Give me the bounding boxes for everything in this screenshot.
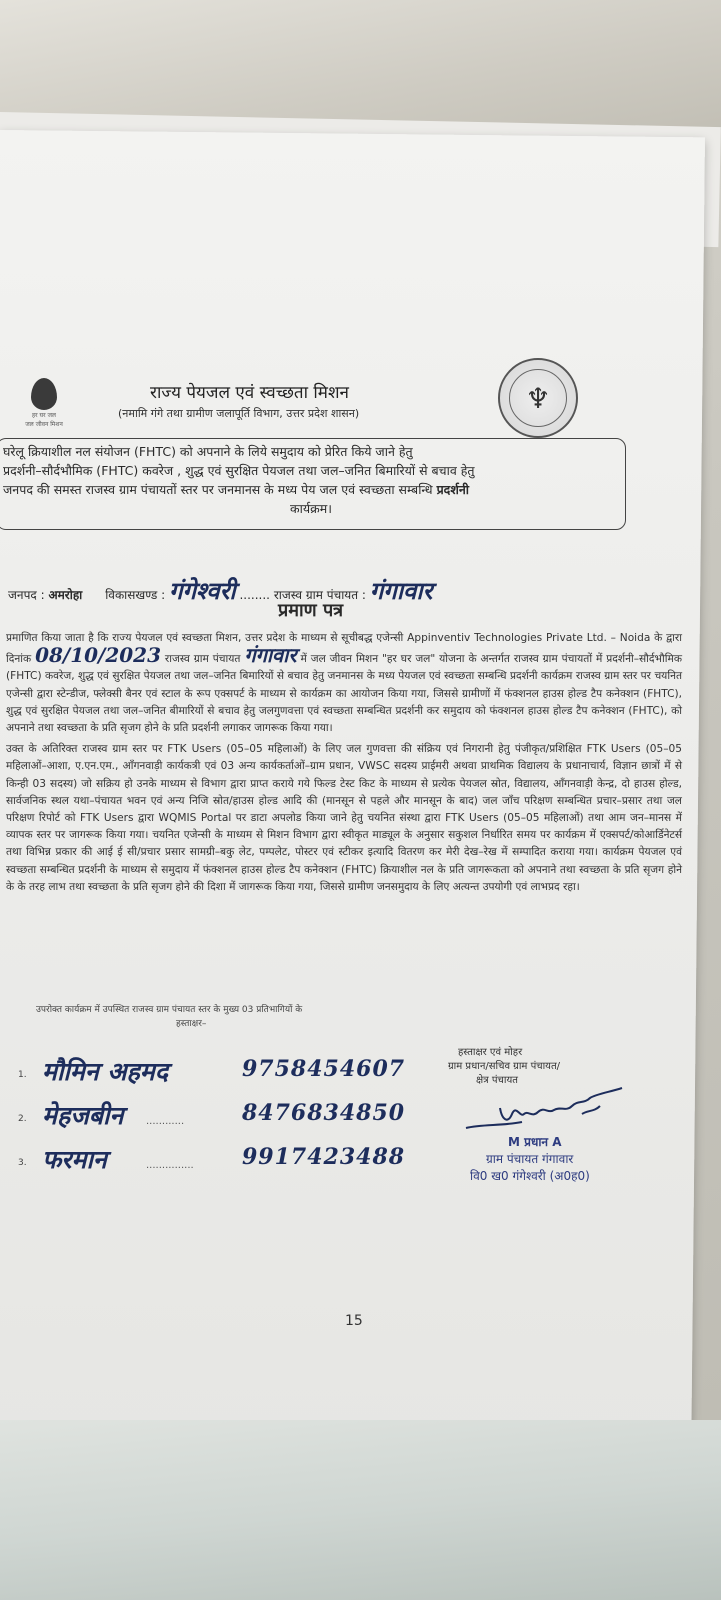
village-name: गंगावार — [244, 643, 297, 668]
dotted-line: ............ — [146, 1116, 185, 1127]
participant-number: 2. — [18, 1114, 27, 1124]
paragraph-1-part-b: राजस्व ग्राम पंचायत — [164, 653, 241, 666]
mission-subtitle: (नमामि गंगे तथा ग्रामीण जलापूर्ति विभाग, उत्तर प्रदेश शासन) — [118, 407, 360, 420]
signatory-line-2: ग्राम प्रधान/सचिव ग्राम पंचायत/ — [448, 1061, 561, 1072]
participant-number: 3. — [18, 1158, 27, 1168]
pradhan-stamp — [470, 1134, 660, 1185]
participant-phone: 9758454607 — [242, 1056, 406, 1082]
participant-phone: 9917423488 — [242, 1144, 406, 1170]
mission-title: राज्य पेयजल एवं स्वच्छता मिशन — [150, 383, 349, 403]
certificate-body — [6, 630, 682, 900]
participants-intro: उपरोक्त कार्यक्रम में उपस्थित राजस्व ग्राम पंचायत स्तर के मुख्य 03 प्रतिभागियों के — [36, 1005, 303, 1015]
participants-intro-2: हस्ताक्षर– — [176, 1019, 207, 1029]
banner-line-4: कार्यक्रम। — [290, 501, 332, 516]
banner-line-3 — [3, 480, 619, 499]
pradhan-signature — [462, 1084, 632, 1140]
stamp-line-3: वि0 ख0 गंगेश्वरी (अ0ह0) — [470, 1169, 590, 1183]
logo-caption-2: जल जीवन मिशन — [25, 421, 63, 428]
dotted-line: ............... — [146, 1160, 194, 1171]
program-date: 08/10/2023 — [35, 643, 161, 668]
signatory-caption — [448, 1046, 648, 1088]
panchayat-value: गंगावार — [369, 576, 433, 605]
participant-row — [18, 1050, 438, 1094]
paragraph-2: उक्त के अतिरिक्त राजस्व ग्राम स्तर पर FTK Users (05–05 महिलाओं) के लिए जल गुणवत्ता की संक्रिय एवं निगरानी हेतु पंजीकृत/प्रशिक्षित FTK Users (05–05 महिलाओं–आशा, ए.एन.एम., आँगनवाड़ी कार्यकत्री एवं 03 अन्य कार्यकर्ताओं–ग्राम प्रधान, VWSC सदस्य प्राईमरी अथवा प्राथमिक विद्यालय के प्रधानाचार्य, विज्ञान छात्रों में से किन्ही 03 सदस्य) जो सक्रिय हो उनके माध्यम से विभाग द्वारा प्राप्त कराये गये फिल्ड टेस्ट किट के माध्यम से प्रत्येक पेयजल स्रोत, विद्यालय, आँगनवाड़ी केन्द्र, दो हाउस होल्ड, सार्वजनिक स्थल यथा–पंचायत भवन एवं अन्य निजि स्रोत/हाउस होल्ड आदि की (मानसून से पहले और मानसून के बाद) जल जाँच परिक्षण सम्बन्धित प्रचार–प्रसार तथा जल परिक्षण रिपोर्ट को FTK Users द्वारा WQMIS Portal पर डाटा अपलोड किया जाने हेतु चयनित संस्था द्वारा FTK Users (05–05 महिलाओं) तथा आम जन–मानस में व्यापक स्तर पर जागरूक किया गया। चयनित एजेन्सी के माध्यम से मिशन विभाग द्वारा स्वीकृत माड्यूल के अनुसार सकुशल निर्धारित समय पर कार्यक्रम में एक्सपर्ट/कोआर्डिनेटर्स तथा विभिन्न प्रकार की आई ई सी/प्रचार प्रसार सामग्री–बकु लेट, पम्पलेट, पोस्टर एवं स्टीकर इत्यादि वितरण कर मेरी देख–रेख में सम्पादित कराया गया। कार्यक्रम पेयजल एवं स्वच्छता सम्बन्धित प्रदर्शनी के माध्यम से समुदाय में फंक्शनल हाउस होल्ड टैप कनेक्शन (FHTC) क्रियाशील नल के प्रति जागरूकता को अपनाने तथा स्वच्छता के प्रति सृजग होने के के तरह लाभ तथा स्वच्छता के प्रति सृजग होने की दिशा में जागरूक किया गया, जिससे ग्रामीण जनसमुदाय के लिए अत्यन्त उपयोगी एवं लाभप्रद रहा। — [6, 743, 682, 893]
participant-number: 1. — [18, 1070, 27, 1080]
participant-row — [18, 1138, 438, 1182]
signatory-line-1: हस्ताक्षर एवं मोहर — [458, 1047, 523, 1058]
district-label: जनपद : — [8, 588, 45, 602]
participant-name: फरमान — [42, 1145, 107, 1174]
banner-line-3-bold: प्रदर्शनी — [436, 482, 469, 497]
emblem-icon: ♆ — [509, 369, 567, 427]
banner-line-3-text: जनपद की समस्त राजस्व ग्राम पंचायतों स्तर पर जनमानस के मध्य पेय जल एवं स्वच्छता सम्बन्धि — [3, 482, 433, 497]
up-government-emblem — [498, 358, 578, 438]
banner-line-2: प्रदर्शनी–सौर्दभौमिक (FHTC) कवरेज , शुद्ध एवं सुरक्षित पेयजल तथा जल–जनित बिमारियों से बचाव हेतु — [3, 463, 475, 478]
background-sheet-bottom — [0, 1420, 721, 1600]
signatory-line-3: क्षेत्र पंचायत — [476, 1075, 518, 1086]
background-surface — [0, 0, 721, 130]
participant-phone: 8476834850 — [242, 1100, 406, 1126]
participant-name: मौमिन अहमद — [42, 1057, 169, 1086]
participants-list — [18, 1050, 438, 1182]
paragraph-1 — [6, 630, 682, 737]
water-drop-icon — [31, 378, 57, 410]
certificate-title: प्रमाण पत्र — [278, 600, 344, 621]
block-underline: ........ — [239, 588, 270, 602]
program-banner — [0, 438, 626, 530]
paragraph-1-part-c: में जल जीवन मिशन "हर घर जल" योजना के अन्तर्गत राजस्व ग्राम पंचायतों में प्रदर्शनी–सौर्दभौमिक (FHTC) कवरेज, शुद्ध एवं सुरक्षित पेयजल तथा जल–जनित बिमारियों से बचाव हेतु जनमानस के मध्य पेयजल एवं स्वच्छता सम्बन्धि प्रदर्शनी कार्यक्रम राजस्व ग्राम स्तर पर चयनित एजेन्सी द्वारा स्टेन्डीज, फ्लेक्सी बैनर एवं स्टाल के रूप एक्सपर्ट के माध्यम से कार्यक्रम का आयोजन किया गया, जिससे ग्रामीणों में फंक्शनल हाउस होल्ड टैप कनेक्शन (FHTC), शुद्ध एवं सुरक्षित पेयजल तथा जल–जनित बीमारियों से बचाव हेतु जलगुणवत्ता एवं स्वच्छता सम्बन्धित प्रदर्शनी कर समुदाय को फंक्शनल हाउस होल्ड टैप कनेक्शन (FHTC), को अपनाने तथा स्वच्छता के प्रति सृजग होने के प्रति प्रदर्शनी लगाकर जागरूक किया गया। — [6, 653, 682, 735]
block-value: गंगेश्वरी — [169, 576, 236, 605]
page-number: 15 — [345, 1313, 363, 1329]
stamp-line-2: ग्राम पंचायत गंगावार — [486, 1152, 574, 1166]
paragraph-1-part-a: प्रमाणित किया जाता है कि राज्य पेयजल एवं स्वच्छता मिशन, उत्तर प्रदेश के माध्यम से सूचीबद्ध एजेन्सी Appinventiv Technologies Private Ltd. – Noida के द्वारा दिनांक — [6, 632, 682, 666]
stamp-line-1: M प्रधान A — [508, 1135, 562, 1149]
participant-row — [18, 1094, 438, 1138]
participant-name: मेहजबीन — [42, 1101, 124, 1130]
district-value: अमरोहा — [48, 588, 83, 602]
banner-line-1: घरेलू क्रियाशील नल संयोजन (FHTC) को अपनाने के लिये समुदाय को प्रेरित किये जाने हेतु — [3, 444, 413, 459]
block-label: विकासखण्ड : — [105, 588, 166, 602]
logo-caption: हर घर जल — [32, 412, 56, 419]
panchayat-label: राजस्व ग्राम पंचायत : — [273, 588, 366, 602]
